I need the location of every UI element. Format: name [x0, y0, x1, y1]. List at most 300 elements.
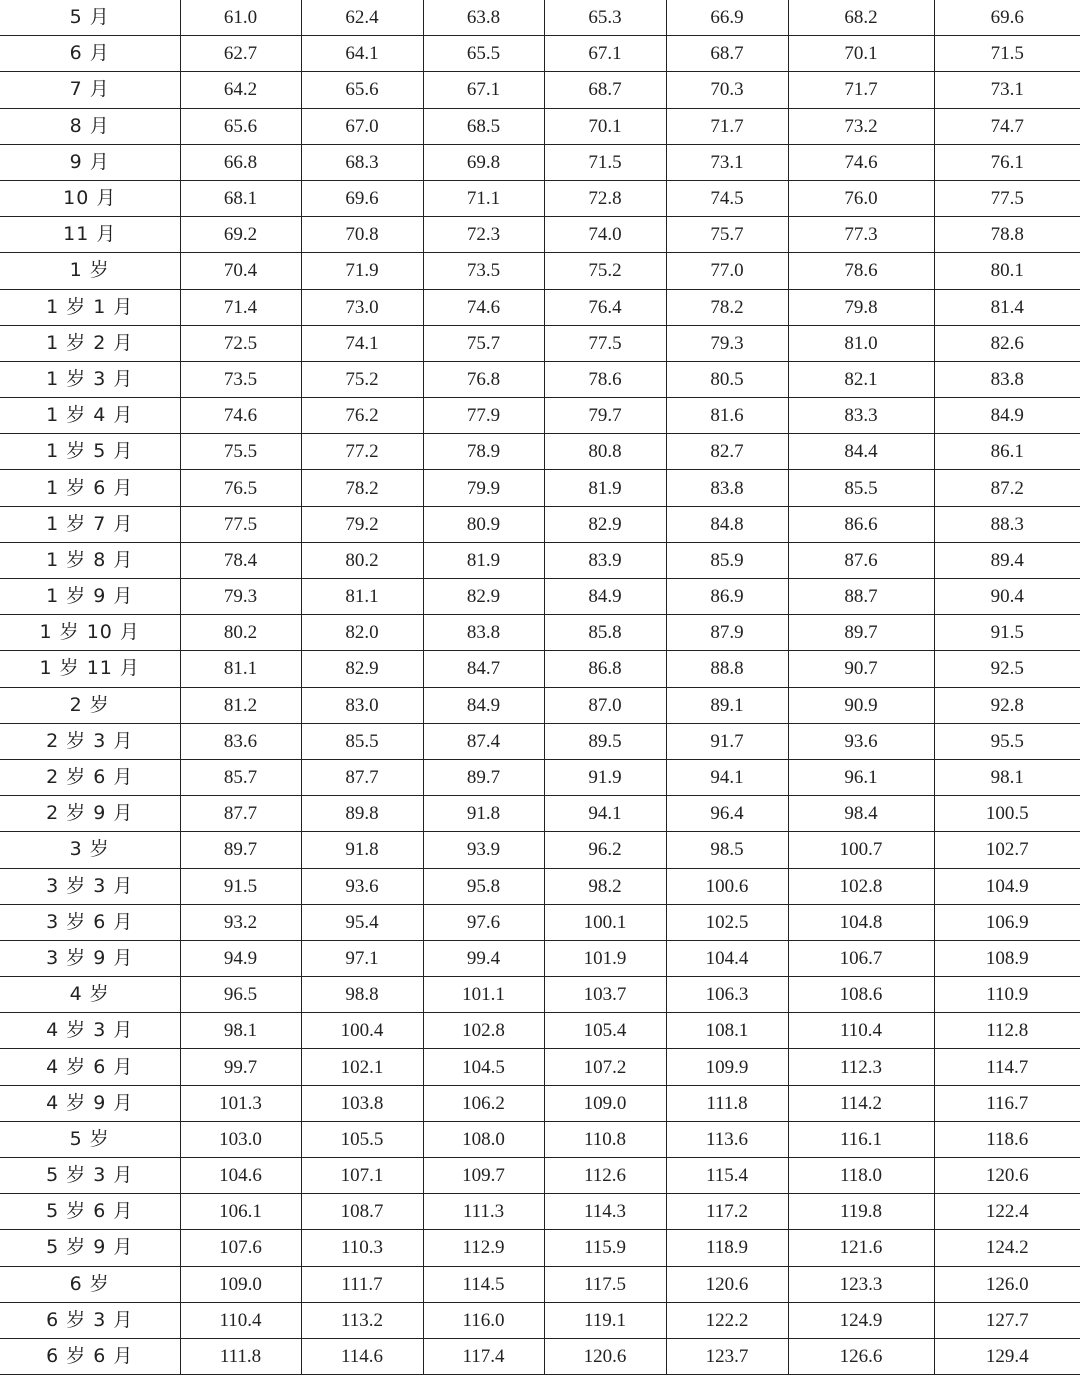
height-value-cell: 106.7: [788, 940, 934, 976]
height-value-cell: 98.2: [544, 868, 666, 904]
height-value-cell: 100.1: [544, 904, 666, 940]
height-value-cell: 71.5: [934, 36, 1080, 72]
table-row: [0, 579, 1080, 615]
height-value-cell: 96.1: [788, 759, 934, 795]
height-value-cell: 88.7: [788, 579, 934, 615]
height-value-cell: 104.8: [788, 904, 934, 940]
height-value-cell: 91.5: [180, 868, 301, 904]
height-value-cell: 94.9: [180, 940, 301, 976]
height-value-cell: 123.7: [666, 1338, 788, 1374]
height-value-cell: 81.0: [788, 325, 934, 361]
age-cell: 10 月: [0, 180, 180, 216]
height-value-cell: 76.5: [180, 470, 301, 506]
height-value-cell: 101.9: [544, 940, 666, 976]
height-value-cell: 98.4: [788, 796, 934, 832]
height-value-cell: 77.3: [788, 217, 934, 253]
height-value-cell: 71.5: [544, 144, 666, 180]
height-value-cell: 80.9: [423, 506, 544, 542]
height-value-cell: 83.6: [180, 723, 301, 759]
height-value-cell: 66.9: [666, 0, 788, 36]
height-value-cell: 115.4: [666, 1158, 788, 1194]
height-value-cell: 114.3: [544, 1194, 666, 1230]
age-cell: 2 岁: [0, 687, 180, 723]
height-value-cell: 69.2: [180, 217, 301, 253]
age-cell: 4 岁 9 月: [0, 1085, 180, 1121]
age-cell: 1 岁 9 月: [0, 579, 180, 615]
height-value-cell: 86.8: [544, 651, 666, 687]
height-value-cell: 80.5: [666, 361, 788, 397]
height-value-cell: 102.1: [301, 1049, 423, 1085]
age-cell: 11 月: [0, 217, 180, 253]
height-value-cell: 121.6: [788, 1230, 934, 1266]
height-value-cell: 117.2: [666, 1194, 788, 1230]
age-cell: 7 月: [0, 72, 180, 108]
height-value-cell: 70.1: [544, 108, 666, 144]
height-value-cell: 102.7: [934, 832, 1080, 868]
height-value-cell: 78.2: [666, 289, 788, 325]
height-value-cell: 95.5: [934, 723, 1080, 759]
height-value-cell: 73.0: [301, 289, 423, 325]
height-value-cell: 78.2: [301, 470, 423, 506]
age-cell: 1 岁 1 月: [0, 289, 180, 325]
table-row: [0, 217, 1080, 253]
height-value-cell: 72.8: [544, 180, 666, 216]
height-value-cell: 85.5: [301, 723, 423, 759]
height-value-cell: 65.3: [544, 0, 666, 36]
table-row: [0, 108, 1080, 144]
table-row: [0, 1302, 1080, 1338]
height-value-cell: 109.0: [544, 1085, 666, 1121]
height-value-cell: 86.6: [788, 506, 934, 542]
height-value-cell: 84.7: [423, 651, 544, 687]
height-value-cell: 126.0: [934, 1266, 1080, 1302]
height-value-cell: 111.3: [423, 1194, 544, 1230]
height-value-cell: 77.5: [544, 325, 666, 361]
height-value-cell: 83.3: [788, 398, 934, 434]
height-value-cell: 120.6: [666, 1266, 788, 1302]
age-cell: 1 岁 8 月: [0, 542, 180, 578]
height-value-cell: 68.3: [301, 144, 423, 180]
height-value-cell: 111.8: [180, 1338, 301, 1374]
height-value-cell: 74.6: [788, 144, 934, 180]
height-value-cell: 74.6: [423, 289, 544, 325]
height-value-cell: 98.5: [666, 832, 788, 868]
age-cell: 8 月: [0, 108, 180, 144]
height-value-cell: 63.8: [423, 0, 544, 36]
height-value-cell: 92.5: [934, 651, 1080, 687]
height-value-cell: 70.1: [788, 36, 934, 72]
height-value-cell: 87.9: [666, 615, 788, 651]
height-value-cell: 92.8: [934, 687, 1080, 723]
height-value-cell: 75.2: [544, 253, 666, 289]
height-value-cell: 62.4: [301, 0, 423, 36]
table-row: [0, 723, 1080, 759]
height-value-cell: 113.2: [301, 1302, 423, 1338]
height-value-cell: 79.9: [423, 470, 544, 506]
height-value-cell: 65.6: [301, 72, 423, 108]
height-value-cell: 115.9: [544, 1230, 666, 1266]
height-value-cell: 119.8: [788, 1194, 934, 1230]
height-value-cell: 83.8: [666, 470, 788, 506]
height-value-cell: 89.7: [180, 832, 301, 868]
height-value-cell: 87.2: [934, 470, 1080, 506]
age-cell: 6 岁: [0, 1266, 180, 1302]
height-value-cell: 93.9: [423, 832, 544, 868]
table-row: [0, 687, 1080, 723]
table-row: [0, 615, 1080, 651]
height-value-cell: 95.4: [301, 904, 423, 940]
height-value-cell: 87.0: [544, 687, 666, 723]
height-value-cell: 88.8: [666, 651, 788, 687]
height-value-cell: 80.2: [180, 615, 301, 651]
height-value-cell: 71.7: [788, 72, 934, 108]
height-value-cell: 99.7: [180, 1049, 301, 1085]
height-value-cell: 79.8: [788, 289, 934, 325]
table-row: [0, 1338, 1080, 1374]
height-value-cell: 110.8: [544, 1121, 666, 1157]
height-value-cell: 79.3: [666, 325, 788, 361]
height-value-cell: 120.6: [934, 1158, 1080, 1194]
height-value-cell: 104.6: [180, 1158, 301, 1194]
height-value-cell: 110.3: [301, 1230, 423, 1266]
height-value-cell: 85.9: [666, 542, 788, 578]
height-value-cell: 71.9: [301, 253, 423, 289]
height-value-cell: 85.7: [180, 759, 301, 795]
height-value-cell: 120.6: [544, 1338, 666, 1374]
age-cell: 1 岁 2 月: [0, 325, 180, 361]
table-row: [0, 144, 1080, 180]
height-value-cell: 74.7: [934, 108, 1080, 144]
table-row: [0, 1266, 1080, 1302]
height-value-cell: 74.0: [544, 217, 666, 253]
table-row: [0, 904, 1080, 940]
table-row: [0, 759, 1080, 795]
height-value-cell: 70.4: [180, 253, 301, 289]
height-value-cell: 102.8: [423, 1013, 544, 1049]
table-row: [0, 180, 1080, 216]
height-value-cell: 73.5: [423, 253, 544, 289]
table-row: [0, 506, 1080, 542]
height-value-cell: 109.9: [666, 1049, 788, 1085]
height-value-cell: 106.9: [934, 904, 1080, 940]
table-row: [0, 36, 1080, 72]
height-value-cell: 99.4: [423, 940, 544, 976]
height-value-cell: 112.9: [423, 1230, 544, 1266]
height-value-cell: 71.4: [180, 289, 301, 325]
age-cell: 1 岁 4 月: [0, 398, 180, 434]
height-value-cell: 67.1: [544, 36, 666, 72]
table-row: [0, 1013, 1080, 1049]
height-value-cell: 71.1: [423, 180, 544, 216]
age-cell: 1 岁 5 月: [0, 434, 180, 470]
height-value-cell: 123.3: [788, 1266, 934, 1302]
height-value-cell: 122.2: [666, 1302, 788, 1338]
table-row: [0, 1230, 1080, 1266]
height-value-cell: 89.7: [788, 615, 934, 651]
height-value-cell: 89.7: [423, 759, 544, 795]
height-value-cell: 73.1: [666, 144, 788, 180]
age-cell: 1 岁 3 月: [0, 361, 180, 397]
height-value-cell: 76.2: [301, 398, 423, 434]
height-value-cell: 80.2: [301, 542, 423, 578]
height-value-cell: 73.2: [788, 108, 934, 144]
height-value-cell: 114.5: [423, 1266, 544, 1302]
height-value-cell: 62.7: [180, 36, 301, 72]
height-value-cell: 83.8: [423, 615, 544, 651]
height-value-cell: 118.9: [666, 1230, 788, 1266]
height-value-cell: 67.0: [301, 108, 423, 144]
age-cell: 3 岁: [0, 832, 180, 868]
height-value-cell: 118.6: [934, 1121, 1080, 1157]
height-value-cell: 74.6: [180, 398, 301, 434]
age-cell: 4 岁: [0, 977, 180, 1013]
height-value-cell: 73.1: [934, 72, 1080, 108]
height-value-cell: 81.9: [423, 542, 544, 578]
table-row: [0, 940, 1080, 976]
height-value-cell: 78.8: [934, 217, 1080, 253]
height-value-cell: 98.1: [934, 759, 1080, 795]
height-value-cell: 97.6: [423, 904, 544, 940]
height-value-cell: 93.6: [301, 868, 423, 904]
height-value-cell: 94.1: [544, 796, 666, 832]
height-value-cell: 126.6: [788, 1338, 934, 1374]
height-value-cell: 77.0: [666, 253, 788, 289]
height-value-cell: 117.5: [544, 1266, 666, 1302]
height-value-cell: 106.1: [180, 1194, 301, 1230]
height-value-cell: 66.8: [180, 144, 301, 180]
height-value-cell: 107.6: [180, 1230, 301, 1266]
table-row: [0, 1121, 1080, 1157]
age-cell: 4 岁 3 月: [0, 1013, 180, 1049]
height-value-cell: 91.7: [666, 723, 788, 759]
height-value-cell: 73.5: [180, 361, 301, 397]
height-value-cell: 85.8: [544, 615, 666, 651]
table-row: [0, 796, 1080, 832]
height-value-cell: 116.0: [423, 1302, 544, 1338]
height-value-cell: 81.4: [934, 289, 1080, 325]
height-value-cell: 103.0: [180, 1121, 301, 1157]
height-value-cell: 81.1: [301, 579, 423, 615]
age-cell: 2 岁 9 月: [0, 796, 180, 832]
height-value-cell: 108.0: [423, 1121, 544, 1157]
height-value-cell: 85.5: [788, 470, 934, 506]
height-value-cell: 83.9: [544, 542, 666, 578]
height-value-cell: 90.4: [934, 579, 1080, 615]
height-value-cell: 87.4: [423, 723, 544, 759]
height-value-cell: 78.6: [544, 361, 666, 397]
height-value-cell: 80.8: [544, 434, 666, 470]
age-cell: 3 岁 9 月: [0, 940, 180, 976]
height-value-cell: 61.0: [180, 0, 301, 36]
height-value-cell: 89.1: [666, 687, 788, 723]
table-row: [0, 72, 1080, 108]
age-cell: 1 岁: [0, 253, 180, 289]
height-value-cell: 84.9: [544, 579, 666, 615]
height-value-cell: 102.8: [788, 868, 934, 904]
height-value-cell: 72.3: [423, 217, 544, 253]
height-value-cell: 72.5: [180, 325, 301, 361]
height-value-cell: 108.6: [788, 977, 934, 1013]
height-value-cell: 112.3: [788, 1049, 934, 1085]
height-value-cell: 104.9: [934, 868, 1080, 904]
height-value-cell: 91.5: [934, 615, 1080, 651]
height-value-cell: 91.9: [544, 759, 666, 795]
height-value-cell: 83.0: [301, 687, 423, 723]
height-value-cell: 78.4: [180, 542, 301, 578]
height-value-cell: 103.8: [301, 1085, 423, 1121]
age-cell: 1 岁 11 月: [0, 651, 180, 687]
table-row: [0, 289, 1080, 325]
height-value-cell: 113.6: [666, 1121, 788, 1157]
height-value-cell: 97.1: [301, 940, 423, 976]
height-value-cell: 96.2: [544, 832, 666, 868]
height-value-cell: 114.6: [301, 1338, 423, 1374]
height-value-cell: 89.5: [544, 723, 666, 759]
height-value-cell: 116.1: [788, 1121, 934, 1157]
height-value-cell: 105.5: [301, 1121, 423, 1157]
height-value-cell: 106.3: [666, 977, 788, 1013]
height-value-cell: 76.8: [423, 361, 544, 397]
height-value-cell: 109.7: [423, 1158, 544, 1194]
height-value-cell: 74.5: [666, 180, 788, 216]
height-value-cell: 114.7: [934, 1049, 1080, 1085]
age-cell: 5 岁 9 月: [0, 1230, 180, 1266]
height-value-cell: 82.9: [301, 651, 423, 687]
table-row: [0, 398, 1080, 434]
height-value-cell: 100.7: [788, 832, 934, 868]
table-row: [0, 0, 1080, 36]
height-value-cell: 124.2: [934, 1230, 1080, 1266]
height-value-cell: 100.6: [666, 868, 788, 904]
table-row: [0, 361, 1080, 397]
height-value-cell: 87.6: [788, 542, 934, 578]
height-value-cell: 100.4: [301, 1013, 423, 1049]
height-value-cell: 107.1: [301, 1158, 423, 1194]
height-value-cell: 98.1: [180, 1013, 301, 1049]
height-value-cell: 81.6: [666, 398, 788, 434]
height-value-cell: 87.7: [301, 759, 423, 795]
height-value-cell: 76.0: [788, 180, 934, 216]
table-row: [0, 325, 1080, 361]
height-value-cell: 84.4: [788, 434, 934, 470]
age-cell: 3 岁 3 月: [0, 868, 180, 904]
table-row: [0, 542, 1080, 578]
height-value-cell: 119.1: [544, 1302, 666, 1338]
height-value-cell: 86.9: [666, 579, 788, 615]
height-value-cell: 108.7: [301, 1194, 423, 1230]
height-value-cell: 93.2: [180, 904, 301, 940]
height-value-cell: 82.0: [301, 615, 423, 651]
height-value-cell: 70.3: [666, 72, 788, 108]
height-value-cell: 82.6: [934, 325, 1080, 361]
height-value-cell: 81.1: [180, 651, 301, 687]
age-cell: 3 岁 6 月: [0, 904, 180, 940]
height-value-cell: 100.5: [934, 796, 1080, 832]
height-value-cell: 77.5: [934, 180, 1080, 216]
age-cell: 6 岁 3 月: [0, 1302, 180, 1338]
height-value-cell: 124.9: [788, 1302, 934, 1338]
height-value-cell: 69.8: [423, 144, 544, 180]
height-value-cell: 110.4: [180, 1302, 301, 1338]
table-row: [0, 977, 1080, 1013]
height-value-cell: 69.6: [934, 0, 1080, 36]
height-value-cell: 82.9: [423, 579, 544, 615]
height-value-cell: 68.2: [788, 0, 934, 36]
height-value-cell: 75.7: [423, 325, 544, 361]
age-cell: 1 岁 10 月: [0, 615, 180, 651]
height-value-cell: 64.2: [180, 72, 301, 108]
height-value-cell: 101.1: [423, 977, 544, 1013]
height-value-cell: 90.9: [788, 687, 934, 723]
height-value-cell: 67.1: [423, 72, 544, 108]
height-value-cell: 78.6: [788, 253, 934, 289]
height-value-cell: 90.7: [788, 651, 934, 687]
height-value-cell: 77.5: [180, 506, 301, 542]
height-value-cell: 84.9: [423, 687, 544, 723]
age-cell: 2 岁 3 月: [0, 723, 180, 759]
height-value-cell: 82.7: [666, 434, 788, 470]
height-value-cell: 81.9: [544, 470, 666, 506]
height-value-cell: 114.2: [788, 1085, 934, 1121]
height-value-cell: 116.7: [934, 1085, 1080, 1121]
table-row: [0, 1049, 1080, 1085]
table-row: [0, 832, 1080, 868]
height-value-cell: 79.7: [544, 398, 666, 434]
height-value-cell: 82.1: [788, 361, 934, 397]
height-value-cell: 112.8: [934, 1013, 1080, 1049]
height-value-cell: 117.4: [423, 1338, 544, 1374]
height-value-cell: 68.5: [423, 108, 544, 144]
height-value-cell: 64.1: [301, 36, 423, 72]
height-value-cell: 83.8: [934, 361, 1080, 397]
height-value-cell: 89.4: [934, 542, 1080, 578]
height-value-cell: 87.7: [180, 796, 301, 832]
height-value-cell: 108.1: [666, 1013, 788, 1049]
height-value-cell: 111.7: [301, 1266, 423, 1302]
height-value-cell: 127.7: [934, 1302, 1080, 1338]
height-value-cell: 118.0: [788, 1158, 934, 1194]
height-value-cell: 93.6: [788, 723, 934, 759]
height-value-cell: 102.5: [666, 904, 788, 940]
height-value-cell: 79.2: [301, 506, 423, 542]
height-value-cell: 94.1: [666, 759, 788, 795]
height-value-cell: 91.8: [301, 832, 423, 868]
height-value-cell: 71.7: [666, 108, 788, 144]
height-value-cell: 101.3: [180, 1085, 301, 1121]
table-row: [0, 1085, 1080, 1121]
table-row: [0, 253, 1080, 289]
height-value-cell: 122.4: [934, 1194, 1080, 1230]
height-value-cell: 86.1: [934, 434, 1080, 470]
age-cell: 5 岁 3 月: [0, 1158, 180, 1194]
height-value-cell: 104.4: [666, 940, 788, 976]
age-cell: 5 岁 6 月: [0, 1194, 180, 1230]
table-row: [0, 868, 1080, 904]
age-cell: 6 岁 6 月: [0, 1338, 180, 1374]
age-cell: 4 岁 6 月: [0, 1049, 180, 1085]
height-value-cell: 108.9: [934, 940, 1080, 976]
height-value-cell: 75.5: [180, 434, 301, 470]
height-value-cell: 111.8: [666, 1085, 788, 1121]
table-row: [0, 1194, 1080, 1230]
table-row: [0, 1158, 1080, 1194]
height-value-cell: 110.4: [788, 1013, 934, 1049]
table-row: [0, 651, 1080, 687]
height-value-cell: 76.4: [544, 289, 666, 325]
height-value-cell: 88.3: [934, 506, 1080, 542]
height-value-cell: 76.1: [934, 144, 1080, 180]
height-value-cell: 74.1: [301, 325, 423, 361]
